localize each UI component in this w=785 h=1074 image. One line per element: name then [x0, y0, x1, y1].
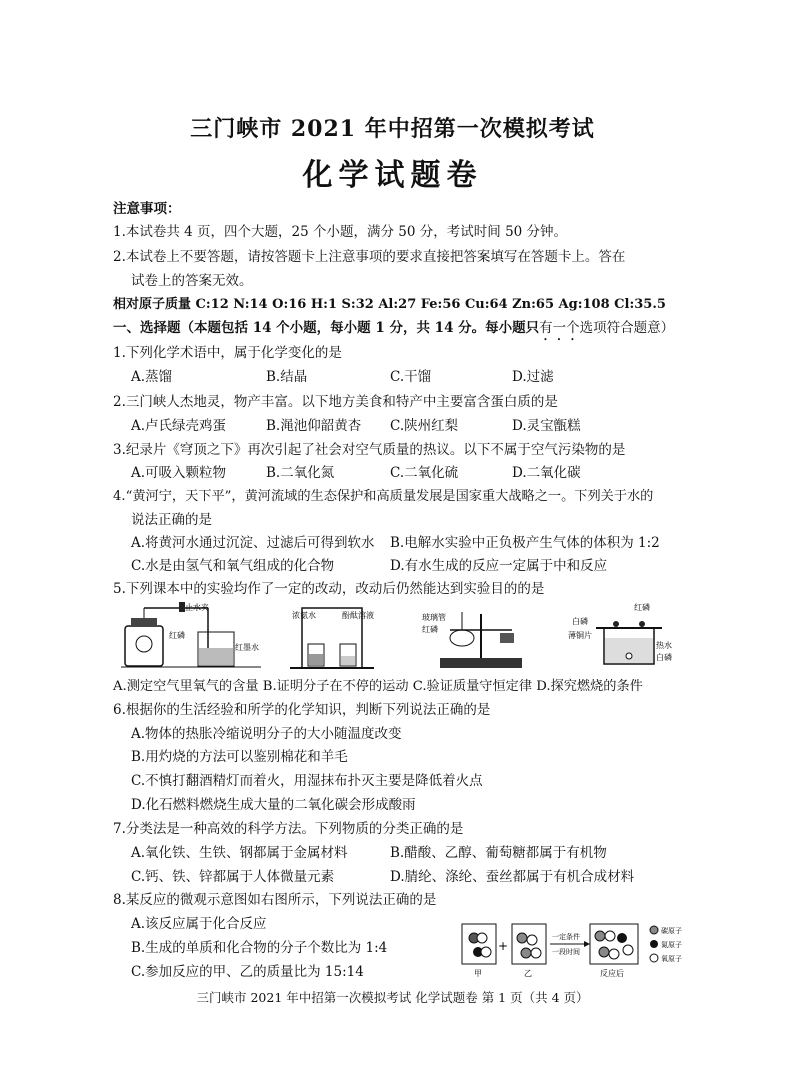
notice-item-1: 1.本试卷共 4 页，四个大题，25 个小题，满分 50 分，考试时间 50 分钟。 — [113, 224, 568, 240]
q5-figure-d — [568, 598, 678, 670]
atomic-mass: 相对原子质量 C:12 N:14 O:16 H:1 S:32 Al:27 Fe:56 Cu:64 Zn:65 Ag:108 Cl:35.5 — [113, 297, 666, 312]
q7-option-b: B.醋酸、乙醇、葡萄糖都属于有机物 — [390, 845, 607, 861]
q5b-label-phenolphthalein: 酚酞溶液 — [342, 611, 374, 620]
q1-option-d: D.过滤 — [512, 369, 554, 385]
q5c-label-tube: 玻璃管 — [422, 613, 446, 622]
q1-option-b: B.结晶 — [266, 369, 308, 385]
q5a-label-clamp: 止水夹 — [185, 603, 209, 612]
q4-option-d: D.有水生成的反应一定属于中和反应 — [390, 558, 608, 574]
q2-option-c: C.陕州红梨 — [390, 418, 459, 434]
q6-option-a: A.物体的热胀冷缩说明分子的大小随温度改变 — [131, 726, 402, 742]
q5d-label-white-p-2: 白磷 — [656, 653, 672, 662]
q8-stem: 8.某反应的微观示意图如右图所示，下列说法正确的是 — [113, 892, 437, 908]
q5-stem: 5.下列课本中的实验均作了一定的改动，改动后仍然能达到实验目的的是 — [113, 581, 545, 597]
q7-option-a: A.氧化铁、生铁、钢都属于金属材料 — [131, 845, 348, 861]
q8-legend-carbon: 碳原子 — [661, 927, 682, 935]
q8-label-after: 反应后 — [600, 969, 624, 978]
q7-option-d: D.腈纶、涤纶、蚕丝都属于有机合成材料 — [390, 869, 635, 885]
q2-option-a: A.卢氏绿壳鸡蛋 — [131, 418, 227, 434]
q6-option-b: B.用灼烧的方法可以鉴别棉花和羊毛 — [131, 749, 348, 765]
q5b-label-ammonia: 浓氨水 — [292, 611, 316, 620]
q5-figure-a — [113, 600, 263, 672]
q8-reaction-diagram — [460, 920, 710, 982]
page-footer: 三门峡市 2021 年中招第一次模拟考试 化学试题卷 第 1 页（共 4 页） — [196, 990, 589, 1005]
exam-subtitle: 化学试题卷 — [302, 158, 483, 193]
q5d-label-white-p: 白磷 — [572, 617, 588, 626]
q6-option-c: C.不慎打翻酒精灯而着火，用湿抹布扑灭主要是降低着火点 — [131, 773, 483, 789]
q1-option-a: A.蒸馏 — [131, 369, 173, 385]
q4-option-a: A.将黄河水通过沉淀、过滤后可得到软水 — [131, 535, 375, 551]
q1-stem: 1.下列化学术语中，属于化学变化的是 — [113, 345, 342, 361]
section1-heading-pre: 一、选择题（本题包括 14 个小题，每小题 1 分，共 14 分。每小题只 — [113, 320, 540, 336]
notice-heading: 注意事项： — [113, 201, 181, 217]
q7-option-c: C.钙、铁、锌都属于人体微量元素 — [131, 869, 335, 885]
q8-label-yi: 乙 — [524, 969, 532, 978]
q8-label-jia: 甲 — [474, 969, 482, 978]
section1-heading-dot: 有一个 — [539, 320, 580, 336]
q3-option-c: C.二氧化硫 — [390, 465, 459, 481]
q5a-label-ink: 红墨水 — [235, 643, 259, 652]
q3-stem: 3.纪录片《穹顶之下》再次引起了社会对空气质量的热议。以下不属于空气污染物的是 — [113, 442, 626, 458]
q8-option-c: C.参加反应的甲、乙的质量比为 15:14 — [131, 964, 364, 980]
q3-option-a: A.可吸入颗粒物 — [131, 465, 227, 481]
q2-option-b: B.渑池仰韶黄杏 — [266, 418, 362, 434]
q4-option-b: B.电解水实验中正负极产生气体的体积为 1:2 — [390, 535, 660, 551]
q8-legend-oxygen: 氧原子 — [661, 955, 682, 963]
notice-item-2: 2.本试卷上不要答题，请按答题卡上注意事项的要求直接把答案填写在答题卡上。答在 — [113, 249, 626, 265]
q1-option-c: C.干馏 — [390, 369, 432, 385]
q4-option-c: C.水是由氢气和氧气组成的化合物 — [131, 558, 335, 574]
q4-stem-2: 说法正确的是 — [131, 512, 212, 528]
exam-title: 三门峡市 2021 年中招第一次模拟考试 — [190, 116, 595, 142]
notice-item-3: 试卷上的答案无效。 — [131, 273, 253, 289]
q8-label-condition: 一定条件 — [552, 933, 580, 941]
q3-option-d: D.二氧化碳 — [512, 465, 581, 481]
section1-heading — [113, 317, 674, 344]
q8-legend-nitrogen: 氮原子 — [661, 941, 682, 949]
svg-text:+: + — [498, 939, 509, 953]
q3-option-b: B.二氧化氮 — [266, 465, 335, 481]
q8-option-a: A.该反应属于化合反应 — [131, 916, 267, 932]
q5d-label-hotwater: 热水 — [656, 641, 672, 650]
q5-options: A.测定空气里氧气的含量 B.证明分子在不停的运动 C.验证质量守恒定律 D.探究燃烧的条件 — [113, 679, 643, 694]
q5-figure-c — [420, 600, 540, 672]
section1-heading-post: 选项符合题意） — [579, 320, 675, 336]
q5c-label-phosphorus: 红磷 — [422, 625, 438, 634]
q5-figure-b — [290, 604, 380, 672]
q2-option-d: D.灵宝甑糕 — [512, 418, 581, 434]
q5d-label-red-p: 红磷 — [634, 603, 650, 612]
q2-stem: 2.三门峡人杰地灵，物产丰富。以下地方美食和特产中主要富含蛋白质的是 — [113, 394, 558, 410]
q4-stem-1: 4.“黄河宁，天下平”，黄河流域的生态保护和高质量发展是国家重大战略之一。下列关于水的 — [113, 489, 654, 504]
q5a-label-phosphorus: 红磷 — [169, 631, 185, 640]
q6-option-d: D.化石燃料燃烧生成大量的二氧化碳会形成酸雨 — [131, 797, 416, 813]
q6-stem: 6.根据你的生活经验和所学的化学知识，判断下列说法正确的是 — [113, 702, 491, 718]
q8-label-time: 一段时间 — [552, 948, 580, 956]
q5d-label-copper: 薄铜片 — [568, 631, 592, 640]
q7-stem: 7.分类法是一种高效的科学方法。下列物质的分类正确的是 — [113, 821, 464, 837]
q8-option-b: B.生成的单质和化合物的分子个数比为 1:4 — [131, 940, 388, 956]
